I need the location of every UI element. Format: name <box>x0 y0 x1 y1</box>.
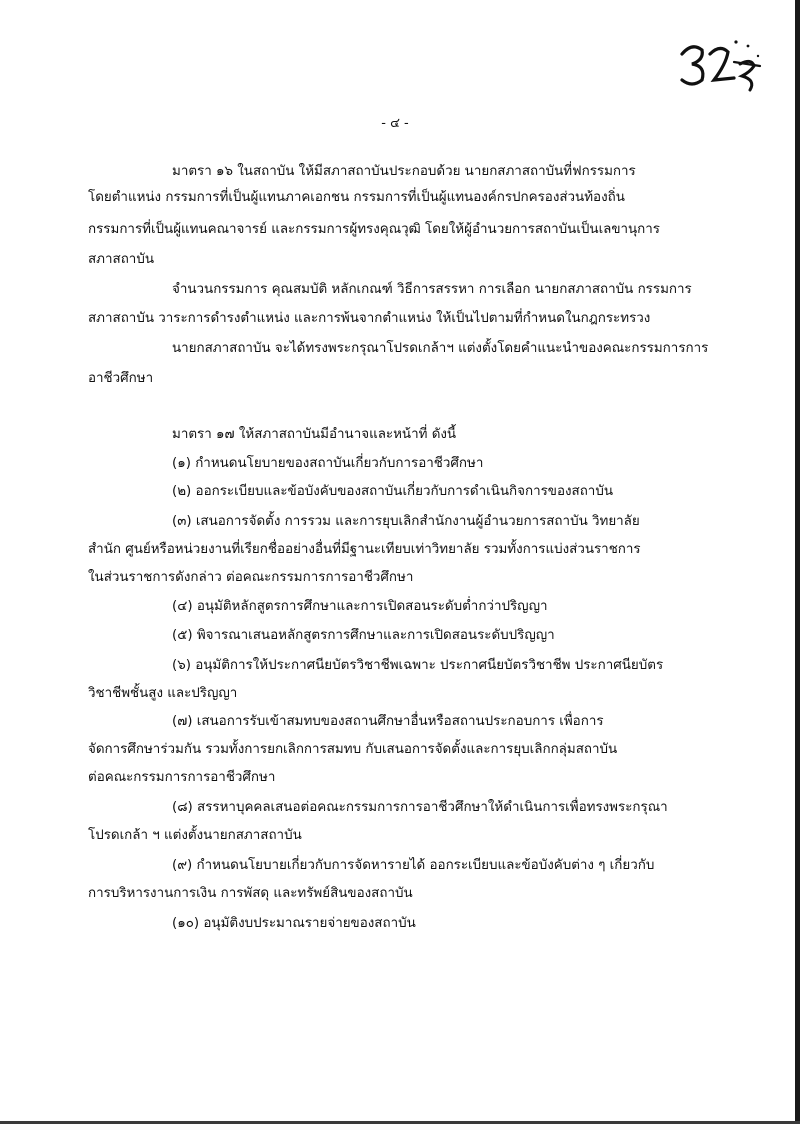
text-line: อาชีวศึกษา <box>88 371 154 386</box>
list-item: (๘) สรรหาบุคคลเสนอต่อคณะกรรมการการอาชีวศึกษาให้ดำเนินการเพื่อทรงพระกรุณา <box>172 800 668 815</box>
text-line: สภาสถาบัน วาระการดำรงตำแหน่ง และการพ้นจากตำแหน่ง ให้เป็นไปตามที่กำหนดในกฎกระทรวง <box>88 311 651 326</box>
text-line: มาตรา ๑๖ ในสถาบัน ให้มีสภาสถาบันประกอบด้วย นายกสภาสถาบันที่ฟกรรมการ <box>172 164 636 179</box>
text-line: สำนัก ศูนย์หรือหน่วยงานที่เรียกชื่ออย่างอื่นที่มีฐานะเทียบเท่าวิทยาลัย รวมทั้งการแบ่งส่วนราชการ <box>88 542 641 557</box>
list-item: (๒) ออกระเบียบและข้อบังคับของสถาบันเกี่ยวกับการดำเนินกิจการของสถาบัน <box>172 484 613 499</box>
text-line: ต่อคณะกรรมการการอาชีวศึกษา <box>88 770 276 785</box>
handwritten-page-number <box>676 36 766 96</box>
list-item: (๑๐) อนุมัติงบประมาณรายจ่ายของสถาบัน <box>172 916 416 931</box>
list-item: (๑) กำหนดนโยบายของสถาบันเกี่ยวกับการอาชีวศึกษา <box>172 456 484 471</box>
list-item: (๔) อนุมัติหลักสูตรการศึกษาและการเปิดสอนระดับต่ำกว่าปริญญา <box>172 599 548 614</box>
list-item: (๗) เสนอการรับเข้าสมทบของสถานศึกษาอื่นหรือสถานประกอบการ เพื่อการ <box>172 714 604 729</box>
text-line: วิชาชีพชั้นสูง และปริญญา <box>88 686 238 701</box>
text-line: โปรดเกล้า ฯ แต่งตั้งนายกสภาสถาบัน <box>88 828 302 843</box>
section-heading: มาตรา ๑๗ ให้สภาสถาบันมีอำนาจและหน้าที่ ดังนี้ <box>172 427 457 442</box>
list-item: (๓) เสนอการจัดตั้ง การรวม และการยุบเลิกสำนักงานผู้อำนวยการสถาบัน วิทยาลัย <box>172 514 640 529</box>
text-line: การบริหารงานการเงิน การพัสดุ และทรัพย์สินของสถาบัน <box>88 886 413 901</box>
text-line: นายกสภาสถาบัน จะได้ทรงพระกรุณาโปรดเกล้าฯ แต่งตั้งโดยคำแนะนำของคณะกรรมการการ <box>172 341 709 356</box>
text-line: สภาสถาบัน <box>88 252 154 267</box>
list-item: (๙) กำหนดนโยบายเกี่ยวกับการจัดหารายได้ ออกระเบียบและข้อบังคับต่าง ๆ เกี่ยวกับ <box>172 858 655 873</box>
list-item: (๖) อนุมัติการให้ประกาศนียบัตรวิชาชีพเฉพาะ ประกาศนียบัตรวิชาชีพ ประกาศนียบัตร <box>172 658 664 673</box>
text-line: จำนวนกรรมการ คุณสมบัติ หลักเกณฑ์ วิธีการสรรหา การเลือก นายกสภาสถาบัน กรรมการ <box>172 282 692 297</box>
text-line: โดยตำแหน่ง กรรมการที่เป็นผู้แทนภาคเอกชน กรรมการที่เป็นผู้แทนองค์กรปกครองส่วนท้องถิ่น <box>88 190 625 205</box>
list-item: (๕) พิจารณาเสนอหลักสูตรการศึกษาและการเปิดสอนระดับปริญญา <box>172 628 555 643</box>
text-line: กรรมการที่เป็นผู้แทนคณาจารย์ และกรรมการผู้ทรงคุณวุฒิ โดยให้ผู้อำนวยการสถาบันเป็นเลขานุการ <box>88 222 660 237</box>
scan-border-right <box>795 0 800 1124</box>
text-line: จัดการศึกษาร่วมกัน รวมทั้งการยกเลิกการสมทบ กับเสนอการจัดตั้งและการยุบเลิกกลุ่มสถาบัน <box>88 742 618 757</box>
page-number: - ๔ - <box>381 116 409 131</box>
text-line: ในส่วนราชการดังกล่าว ต่อคณะกรรมการการอาชีวศึกษา <box>88 570 414 585</box>
